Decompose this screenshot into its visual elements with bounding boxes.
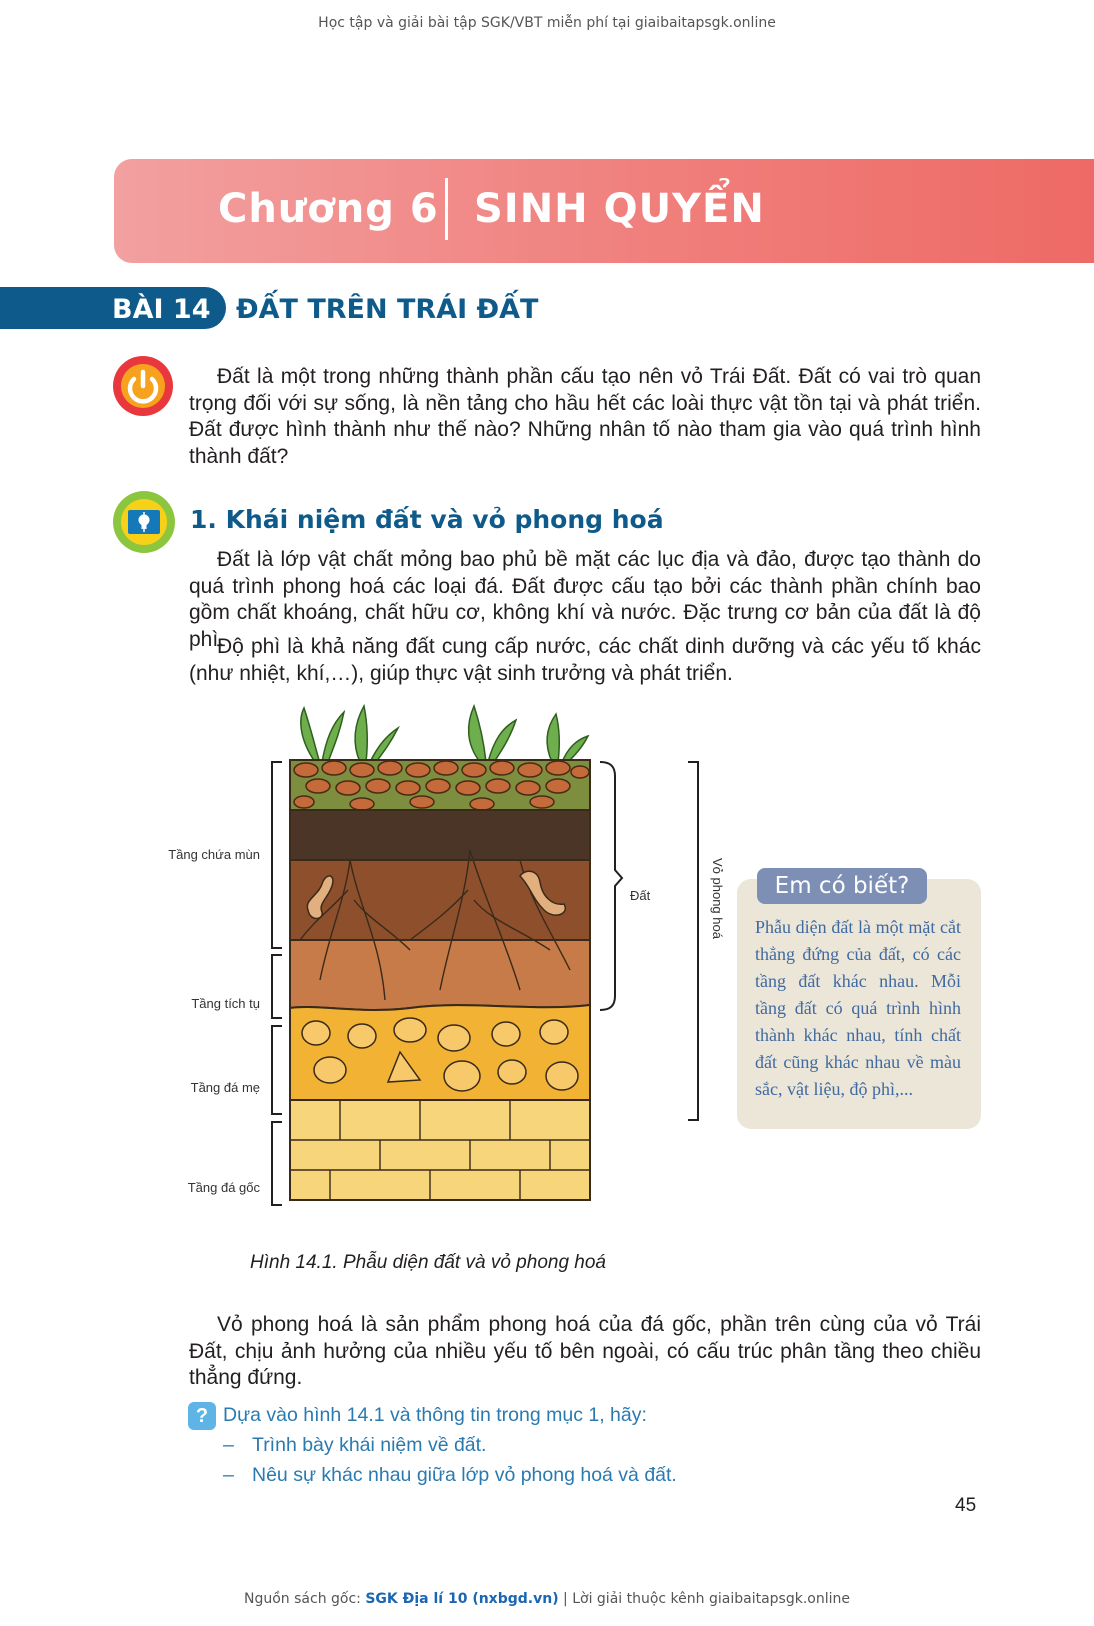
question-prompt: Dựa vào hình 14.1 và thông tin trong mục 1, hãy: (223, 1404, 647, 1426)
figure-caption: Hình 14.1. Phẫu diện đất và vỏ phong hoá (250, 1252, 606, 1273)
layer-label-humus: Tầng chứa mùn (168, 847, 260, 862)
lesson-title: ĐẤT TRÊN TRÁI ĐẤT (236, 294, 539, 325)
section-paragraph-2: Độ phì là khả năng đất cung cấp nước, các chất dinh dưỡng và các yếu tố khác (như nhiệt, khí,…), giúp thực vật sinh trưởng và phát triển. (189, 635, 981, 685)
section-title: 1. Khái niệm đất và vỏ phong hoá (190, 505, 664, 534)
layer-label-bedrock: Tầng đá gốc (187, 1180, 260, 1195)
did-you-know-title: Em có biết? (774, 873, 910, 899)
chapter-name: SINH QUYỂN (474, 186, 765, 232)
footer-note: Nguồn sách gốc: SGK Địa lí 10 (nxbgd.vn) | Lời giải thuộc kênh giaibaitapsgk.online (244, 1591, 850, 1607)
header-note: Học tập và giải bài tập SGK/VBT miễn phí tại giaibaitapsgk.online (318, 15, 776, 31)
power-icon (112, 355, 174, 417)
page-number: 45 (955, 1495, 977, 1516)
soil-profile-illustration (270, 700, 710, 1240)
did-you-know-text: Phẫu diện đất là một mặt cắt thẳng đứng của đất, có các tầng đất khác nhau. Mỗi tầng đất có quá trình hình thành khác nhau, tính chất đất cũng khác nhau về màu sắc, vật liệu, độ phì,... (755, 917, 961, 1099)
lesson-number: BÀI 14 (112, 294, 211, 325)
section-paragraph-3: Vỏ phong hoá là sản phẩm phong hoá của đá gốc, phần trên cùng của vỏ Trái Đất, chịu ảnh hưởng của nhiều yếu tố bên ngoài, có cấu trúc phân tầng theo chiều thẳng đứng. (189, 1313, 981, 1389)
question-item-2: Nêu sự khác nhau giữa lớp vỏ phong hoá và đất. (252, 1464, 677, 1486)
footer-source-link[interactable]: SGK Địa lí 10 (nxbgd.vn) (365, 1591, 559, 1607)
question-dash-2: – (223, 1464, 234, 1486)
question-item-1: Trình bày khái niệm về đất. (252, 1434, 487, 1456)
bracket-label-soil: Đất (630, 888, 651, 903)
bracket-label-weathering-crust: Vỏ phong hoá (710, 858, 725, 939)
question-icon: ? (188, 1402, 216, 1430)
chapter-number: Chương 6 (218, 186, 439, 232)
section-paragraph-1: Đất là lớp vật chất mỏng bao phủ bề mặt các lục địa và đảo, được tạo thành do quá trình phong hoá các loại đá. Đất được cấu tạo bởi các thành phần chính bao gồm chất khoáng, chất hữu cơ, không khí và nước. Đặc trưng cơ bản của đất là độ phì. (189, 548, 981, 651)
question-dash-1: – (223, 1434, 234, 1456)
chapter-divider (445, 178, 448, 240)
layer-label-parent-rock: Tầng đá mẹ (190, 1080, 260, 1095)
intro-paragraph: Đất là một trong những thành phần cấu tạo nên vỏ Trái Đất. Đất có vai trò quan trọng đối với sự sống, là nền tảng cho hầu hết các loài thực vật tồn tại và phát triển. Đất được hình thành như thế nào? Những nhân tố nào tham gia vào quá trình hình thành đất? (189, 365, 981, 468)
layer-label-accumulation: Tầng tích tụ (191, 996, 260, 1011)
book-lightbulb-icon (112, 490, 176, 554)
